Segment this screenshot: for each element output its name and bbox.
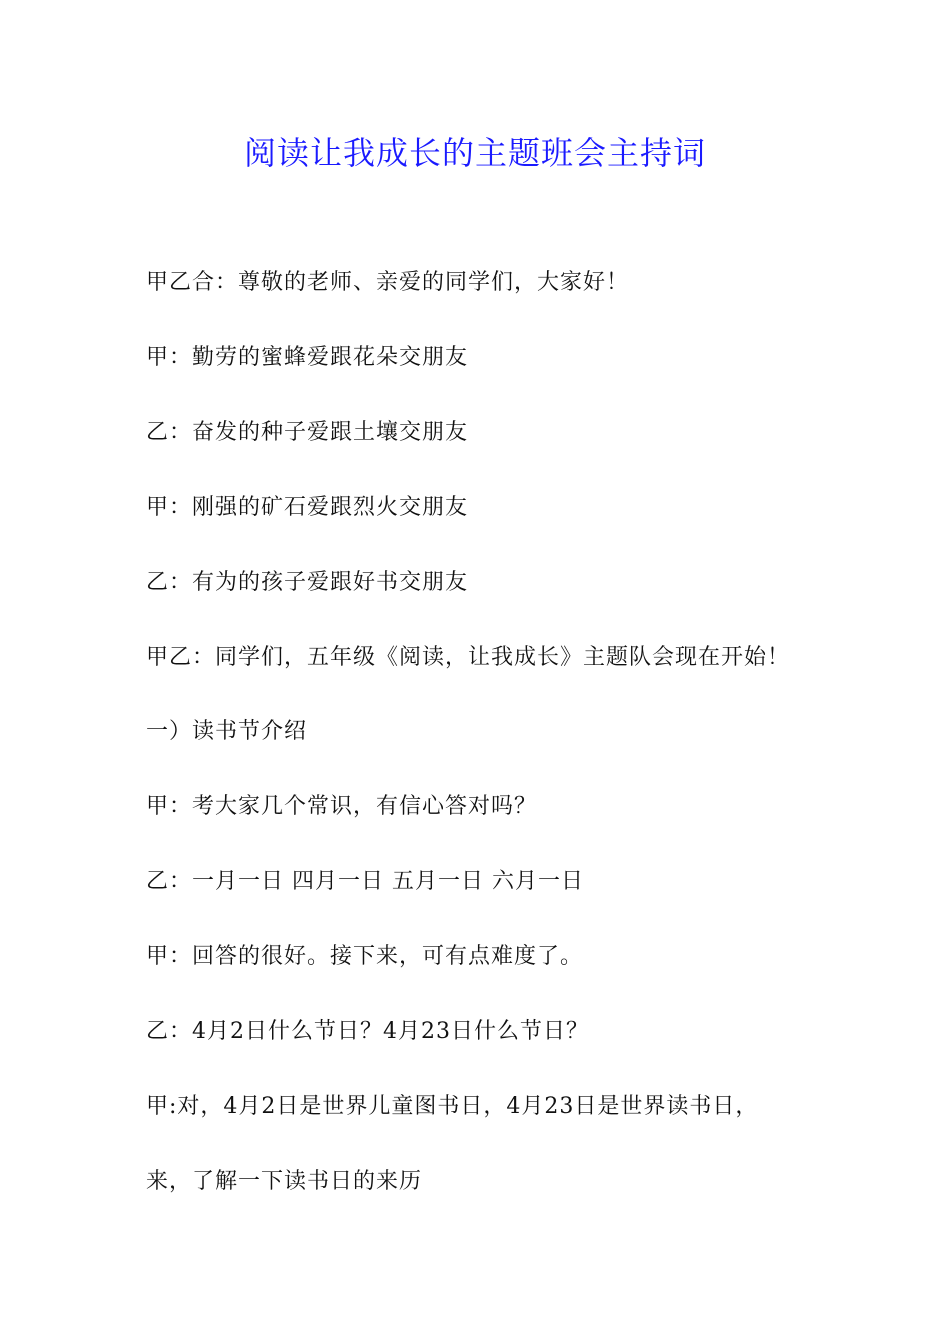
text-line: 乙：奋发的种子爱跟土壤交朋友 <box>146 420 469 445</box>
text-line: 甲：考大家几个常识，有信心答对吗？ <box>146 794 538 819</box>
text-line: 乙：4月2日什么节日？4月23日什么节日？ <box>146 1019 589 1044</box>
text-line: 乙：有为的孩子爱跟好书交朋友 <box>146 570 469 595</box>
section-heading: 一）读书节介绍 <box>146 719 308 744</box>
text-line: 甲：刚强的矿石爱跟烈火交朋友 <box>146 495 469 520</box>
text-line: 甲乙：同学们，五年级《阅读，让我成长》主题队会现在开始！ <box>146 645 791 670</box>
text-line: 甲:对，4月2日是世界儿童图书日，4月23日是世界读书日， <box>146 1094 759 1119</box>
text-line: 乙：一月一日 四月一日 五月一日 六月一日 <box>146 869 584 894</box>
text-line: 甲：回答的很好。接下来，可有点难度了。 <box>146 944 584 969</box>
document-title: 阅读让我成长的主题班会主持词 <box>243 134 706 172</box>
text-line: 甲：勤劳的蜜蜂爱跟花朵交朋友 <box>146 345 469 370</box>
text-line: 甲乙合：尊敬的老师、亲爱的同学们，大家好！ <box>146 270 630 295</box>
text-line: 来，了解一下读书日的来历 <box>146 1169 423 1194</box>
